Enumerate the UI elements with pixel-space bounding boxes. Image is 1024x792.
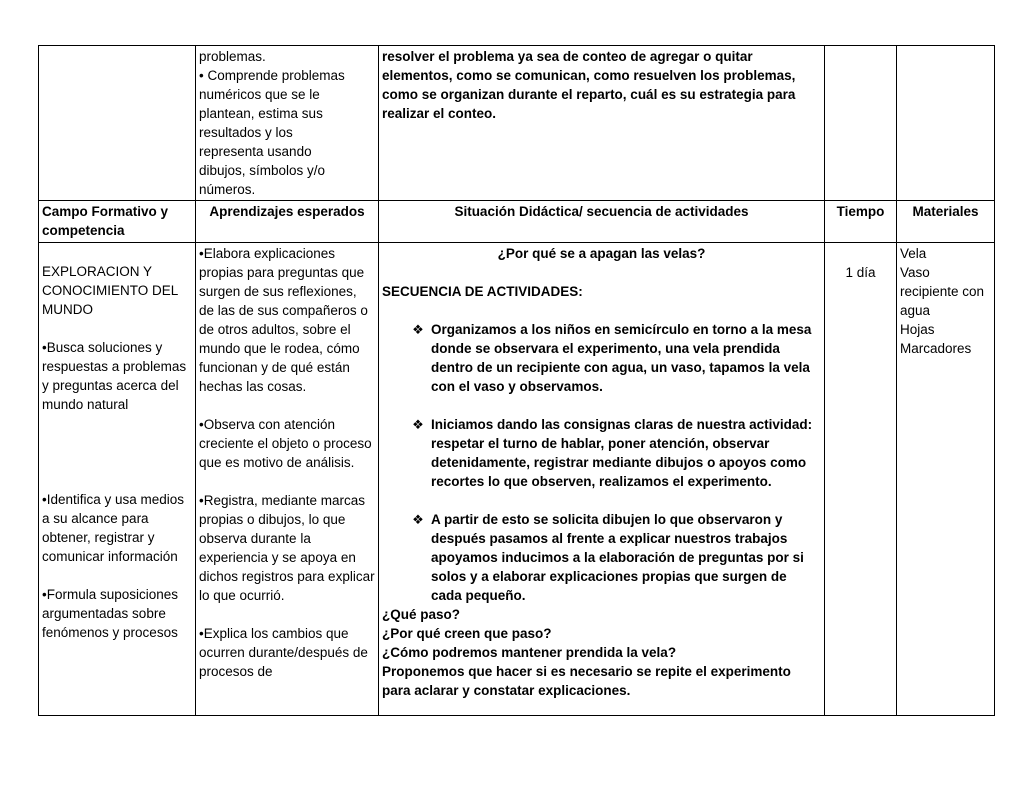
situacion-title: ¿Por qué se a apagan las velas? xyxy=(497,246,706,261)
actividad-text: Organizamos a los niños en semicírculo en torno a la mesa donde se observara el experimento, una vela prendida dentro de un recipiente con agua, un vaso, tapamos la vela con el vaso y observamos. xyxy=(431,322,812,394)
header-situacion: Situación Didáctica/ secuencia de actividades xyxy=(379,201,825,243)
competencia-item: •Identifica y usa medios a su alcance para obtener, registrar y comunicar información xyxy=(42,492,185,564)
lesson-plan-table xyxy=(38,45,995,716)
header-row xyxy=(39,201,995,243)
campo-title-line: EXPLORACION Y xyxy=(42,264,153,279)
secuencia-label: SECUENCIA DE ACTIVIDADES: xyxy=(382,284,583,299)
aprendizaje-line: dibujos, símbolos y/o xyxy=(199,163,326,178)
competencia-item: •Formula suposiciones argumentadas sobre fenómenos y procesos xyxy=(42,587,179,640)
material-item: Marcadores xyxy=(900,341,972,356)
actividad-item xyxy=(382,320,819,396)
competencia-item: •Busca soluciones y respuestas a problemas y preguntas acerca del mundo natural xyxy=(42,340,187,412)
pregunta-line: ¿Qué paso? xyxy=(382,607,461,622)
aprendizaje-item: •Registra, mediante marcas propias o dibujos, lo que observa durante la experiencia y se apoya en dichos registros para explicar lo que ocurrió. xyxy=(199,493,375,603)
aprendizaje-item: •Observa con atención creciente el objeto o proceso que es motivo de análisis. xyxy=(199,417,372,470)
aprendizaje-item: •Elabora explicaciones propias para preguntas que surgen de sus reflexiones, de las de sus compañeros o de otros adultos, sobre el mundo que le rodea, cómo funcionan y de qué están hechas las cosas. xyxy=(199,246,368,394)
material-item: Vaso xyxy=(900,265,930,280)
situacion-cell xyxy=(379,243,825,716)
material-item: Hojas xyxy=(900,322,935,337)
aprendizajes-cell xyxy=(196,243,379,716)
aprendizaje-line: plantean, estima sus xyxy=(199,106,323,121)
header-campo: Campo Formativo y competencia xyxy=(39,201,196,243)
aprendizajes-cell-top xyxy=(196,46,379,201)
materiales-cell-top xyxy=(897,46,995,201)
aprendizaje-line: números. xyxy=(199,182,256,197)
situacion-text: resolver el problema ya sea de conteo de agregar o quitar elementos, como se comunican, como resuelven los problemas, como se organizan durante el reparto, cuál es su estrategia para realizar el conteo. xyxy=(382,49,796,121)
actividad-text: Iniciamos dando las consignas claras de nuestra actividad: respetar el turno de hablar, poner atención, observar detenidamente, registrar mediante dibujos o apoyos como recortes lo que observen, realizamos el experimento. xyxy=(431,417,813,489)
tiempo-cell xyxy=(825,243,897,716)
diamond-bullet-icon: ❖ xyxy=(412,417,424,432)
actividad-item xyxy=(382,415,819,491)
diamond-bullet-icon: ❖ xyxy=(412,512,424,527)
actividad-item xyxy=(382,510,819,605)
header-materiales: Materiales xyxy=(897,201,995,243)
main-row xyxy=(39,243,995,716)
material-item: Vela xyxy=(900,246,927,261)
aprendizaje-line: resultados y los xyxy=(199,125,293,140)
materiales-cell xyxy=(897,243,995,716)
material-item: recipiente con agua xyxy=(900,284,985,318)
campo-cell-top xyxy=(39,46,196,201)
aprendizaje-item: •Explica los cambios que ocurren durante/después de procesos de xyxy=(199,626,368,679)
pregunta-line: ¿Por qué creen que paso? xyxy=(382,626,552,641)
campo-title-line: CONOCIMIENTO DEL xyxy=(42,283,179,298)
continuation-row xyxy=(39,46,995,201)
campo-cell xyxy=(39,243,196,716)
aprendizaje-line: problemas. xyxy=(199,49,266,64)
tiempo-value: 1 día xyxy=(845,265,876,280)
situacion-cell-top xyxy=(379,46,825,201)
pregunta-line: Proponemos que hacer si es necesario se repite el experimento para aclarar y constatar explicaciones. xyxy=(382,664,791,698)
aprendizaje-line: numéricos que se le xyxy=(199,87,320,102)
actividad-text: A partir de esto se solicita dibujen lo que observaron y después pasamos al frente a explicar nuestros trabajos apoyamos inducimos a la elaboración de preguntas por si solos y a elaborar explicaciones propias que surgen de cada pequeño. xyxy=(431,512,804,603)
header-tiempo: Tiempo xyxy=(825,201,897,243)
diamond-bullet-icon: ❖ xyxy=(412,322,424,337)
header-aprendizajes: Aprendizajes esperados xyxy=(196,201,379,243)
tiempo-cell-top xyxy=(825,46,897,201)
campo-title-line: MUNDO xyxy=(42,302,93,317)
pregunta-line: ¿Cómo podremos mantener prendida la vela? xyxy=(382,645,677,660)
aprendizaje-line: representa usando xyxy=(199,144,312,159)
aprendizaje-line: • Comprende problemas xyxy=(199,68,345,83)
